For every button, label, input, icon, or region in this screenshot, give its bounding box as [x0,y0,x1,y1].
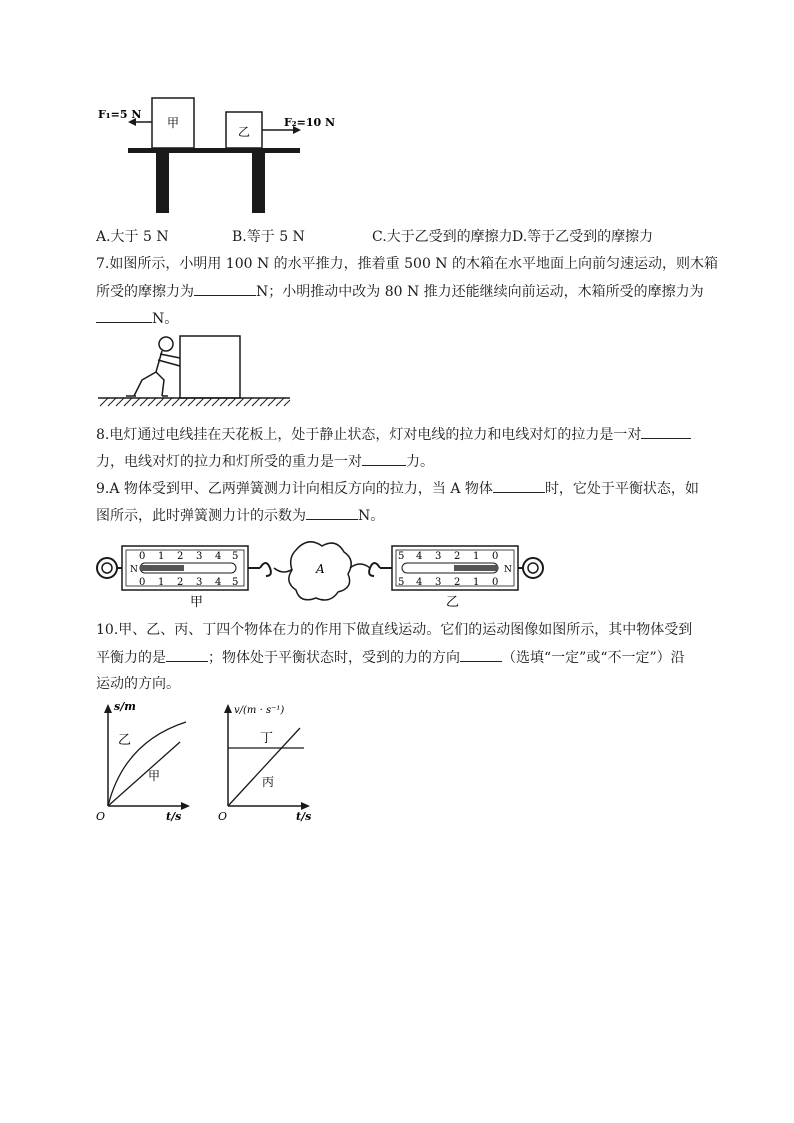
pushing-box-figure [96,330,292,412]
indicator-jia [140,565,184,571]
svg-text:0: 0 [139,577,146,588]
indicator-yi [454,565,498,571]
svg-text:0: 0 [139,551,146,562]
option-c: C.大于乙受到的摩擦力 [372,229,513,245]
answer-blank[interactable] [460,647,502,662]
block-jia-label: 甲 [166,116,180,130]
arrow-up-icon [104,704,112,713]
curve-yi-label: 乙 [118,733,132,748]
q7-line3 [96,308,178,329]
q7-text-c: N。 [152,311,179,327]
q8-line1 [96,424,691,445]
s-t-graph [94,700,194,826]
q10-text-a: 平衡力的是 [96,650,166,666]
q9-text-b: 时，它处于平衡状态，如 [544,481,699,497]
x-axis-label: t/s [296,810,312,823]
line-jia-label: 甲 [148,769,161,783]
svg-text:1: 1 [473,551,480,562]
ring-icon [523,558,543,578]
svg-text:2: 2 [454,577,461,588]
object-a-label: A [316,562,325,576]
svg-text:0: 0 [492,551,499,562]
scale-label-jia: 甲 [190,595,204,610]
origin-label: O [218,810,228,823]
svg-text:3: 3 [435,551,442,562]
option-a: A.大于 5 N [96,229,169,245]
q7-line2 [96,281,704,302]
hook-icon [260,563,271,576]
q9-line1 [96,478,699,499]
svg-text:4: 4 [215,577,222,588]
svg-text:2: 2 [454,551,461,562]
answer-blank[interactable] [306,505,358,520]
q9-line2 [96,505,384,526]
svg-text:5: 5 [232,577,239,588]
q10-text-b: ；物体处于平衡状态时，受到的力的方向 [208,650,460,666]
svg-text:2: 2 [177,577,184,588]
q7-text-a: 所受的摩擦力为 [96,284,194,300]
wooden-box [180,336,240,398]
svg-text:0: 0 [492,577,499,588]
q10-text-c: （选填“一定”或“不一定”）沿 [502,650,685,666]
scale-unit-yi: N [504,565,512,575]
q8-text-a: 8.电灯通过电线挂在天花板上，处于静止状态，灯对电线的拉力和电线对灯的拉力是一对 [96,427,642,443]
line-bing-label: 丙 [262,775,275,789]
q7-text-b: N；小明推动中改为 80 N 推力还能继续向前运动，木箱所受的摩擦力为 [256,284,704,300]
option-b: B.等于 5 N [232,229,305,245]
answer-blank[interactable] [96,308,152,323]
svg-text:3: 3 [196,577,203,588]
ground-hatching [100,398,290,406]
answer-blank[interactable] [362,451,406,466]
q10-line1: 10.甲、乙、丙、丁四个物体在力的作用下做直线运动。它们的运动图像如图所示，其中物体受到 [96,622,693,638]
q8-text-c: 力。 [406,454,434,470]
svg-text:4: 4 [416,551,423,562]
arrow-right-icon [301,802,310,810]
scale-label-yi: 乙 [446,595,460,610]
q9-text-a: 9.A 物体受到甲、乙两弹簧测力计向相反方向的拉力，当 A 物体 [96,481,493,497]
arrow-up-icon [224,704,232,713]
svg-text:5: 5 [232,551,239,562]
svg-text:4: 4 [416,577,423,588]
svg-text:5: 5 [398,551,405,562]
q8-text-b: 力，电线对灯的拉力和灯所受的重力是一对 [96,454,362,470]
answer-blank[interactable] [166,647,208,662]
q10-line3: 运动的方向。 [96,676,180,692]
q9-text-c: 图所示，此时弹簧测力计的示数为 [96,508,306,524]
ring-icon [97,558,117,578]
force-f1-label: F₁=5 N [98,108,142,121]
svg-text:1: 1 [158,577,165,588]
force-f2-label: F₂=10 N [284,116,336,129]
arrow-right-icon [181,802,190,810]
q8-line2 [96,451,434,472]
answer-blank[interactable] [641,424,691,439]
svg-text:5: 5 [398,577,405,588]
x-axis-label: t/s [166,810,182,823]
line-jia [108,742,180,806]
person-icon [126,337,180,396]
line-ding-label: 丁 [260,731,274,746]
svg-text:2: 2 [177,551,184,562]
svg-text:3: 3 [196,551,203,562]
table-leg-right [252,153,265,213]
svg-text:1: 1 [473,577,480,588]
hook-icon [369,563,380,576]
scale-unit-jia: N [130,565,138,575]
y-axis-label: s/m [114,700,136,713]
v-t-graph [214,700,324,826]
answer-blank[interactable] [493,478,545,493]
answer-blank[interactable] [194,281,256,296]
block-yi-label: 乙 [237,125,251,139]
svg-text:4: 4 [215,551,222,562]
origin-label: O [96,810,106,823]
q9-text-d: N。 [358,508,385,524]
spring-scales-figure [92,530,552,610]
q7-line1: 7.如图所示，小明用 100 N 的水平推力，推着重 500 N 的木箱在水平地面上向前匀速运动，则木箱 [96,256,718,272]
q10-line2 [96,647,685,668]
svg-text:3: 3 [435,577,442,588]
svg-text:1: 1 [158,551,165,562]
y-axis-label: v/(m · s⁻¹) [234,705,285,716]
table-leg-left [156,153,169,213]
option-d: D.等于乙受到的摩擦力 [512,229,654,245]
friction-blocks-figure [96,92,336,217]
